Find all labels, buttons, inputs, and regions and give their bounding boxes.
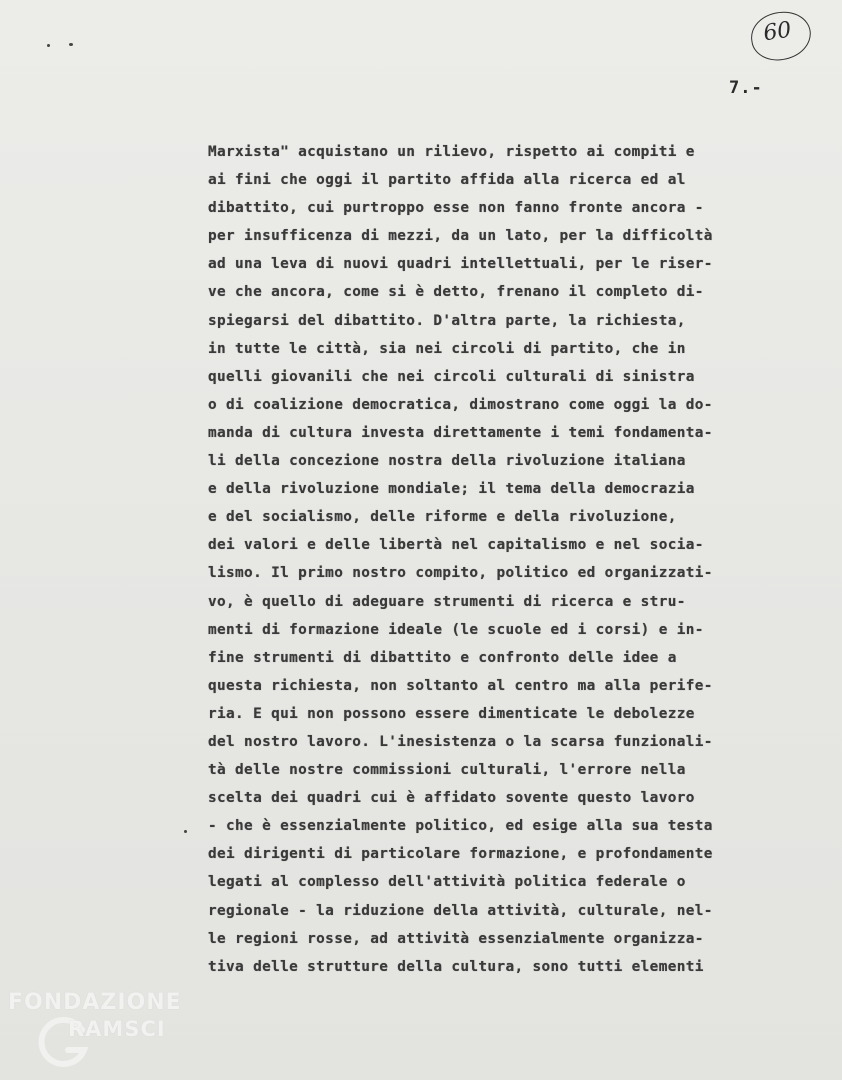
text-line: tiva delle strutture della cultura, sono tutti elementi [208, 958, 704, 975]
text-line: dei valori e delle libertà nel capitalismo e nel socia- [208, 537, 704, 554]
text-line: ad una leva di nuovi quadri intellettuali, per le riser- [208, 256, 713, 273]
text-line: e della rivoluzione mondiale; il tema della democrazia [208, 481, 695, 498]
ink-speck [69, 43, 73, 46]
text-line: le regioni rosse, ad attività essenzialmente organizza- [208, 930, 704, 947]
ink-speck [47, 44, 50, 47]
text-line: spiegarsi del dibattito. D'altra parte, la richiesta, [208, 312, 686, 329]
archive-number-stamp [748, 8, 814, 64]
text-line: dei dirigenti di particolare formazione, e profondamente [208, 846, 713, 863]
text-line: lismo. Il primo nostro compito, politico ed organizzati- [208, 565, 713, 582]
text-line: ria. E qui non possono essere dimenticate le debolezze [208, 705, 695, 722]
text-line: menti di formazione ideale (le scuole ed i corsi) e in- [208, 621, 704, 638]
text-line: legati al complesso dell'attività politica federale o [208, 874, 686, 891]
text-line: o di coalizione democratica, dimostrano come oggi la do- [208, 396, 713, 413]
watermark-line1: FONDAZIONE [8, 990, 182, 1015]
text-line: manda di cultura investa direttamente i temi fondamenta- [208, 424, 713, 441]
typewritten-text [208, 138, 788, 981]
text-line: ve che ancora, come si è detto, frenano il completo di- [208, 284, 704, 301]
text-line: questa richiesta, non soltanto al centro ma alla perife- [208, 677, 713, 694]
page-number: 7.- [729, 78, 763, 98]
text-line: vo, è quello di adeguare strumenti di ricerca e stru- [208, 593, 686, 610]
text-line: quelli giovanili che nei circoli culturali di sinistra [208, 368, 695, 385]
archive-number: 60 [761, 17, 794, 47]
watermark-line2: RAMSCI [68, 1017, 166, 1041]
fondazione-gramsci-watermark [8, 990, 218, 1075]
text-line: li della concezione nostra della rivoluzione italiana [208, 453, 686, 470]
text-line: per insufficenza di mezzi, da un lato, per la difficoltà [208, 228, 713, 245]
text-line: in tutte le città, sia nei circoli di partito, che in [208, 340, 686, 357]
text-line: - che è essenzialmente politico, ed esige alla sua testa [208, 818, 713, 835]
text-line: fine strumenti di dibattito e confronto delle idee a [208, 649, 677, 666]
text-line: e del socialismo, delle riforme e della rivoluzione, [208, 509, 677, 526]
text-line: dibattito, cui purtroppo esse non fanno fronte ancora - [208, 200, 704, 217]
text-line: regionale - la riduzione della attività, culturale, nel- [208, 902, 713, 919]
text-line: del nostro lavoro. L'inesistenza o la scarsa funzionali- [208, 733, 713, 750]
text-line: ai fini che oggi il partito affida alla ricerca ed al [208, 172, 686, 189]
text-line: tà delle nostre commissioni culturali, l'errore nella [208, 762, 686, 779]
text-line: Marxista" acquistano un rilievo, rispetto ai compiti e [208, 144, 695, 160]
ink-speck [184, 830, 187, 833]
text-line: scelta dei quadri cui è affidato sovente questo lavoro [208, 790, 695, 807]
